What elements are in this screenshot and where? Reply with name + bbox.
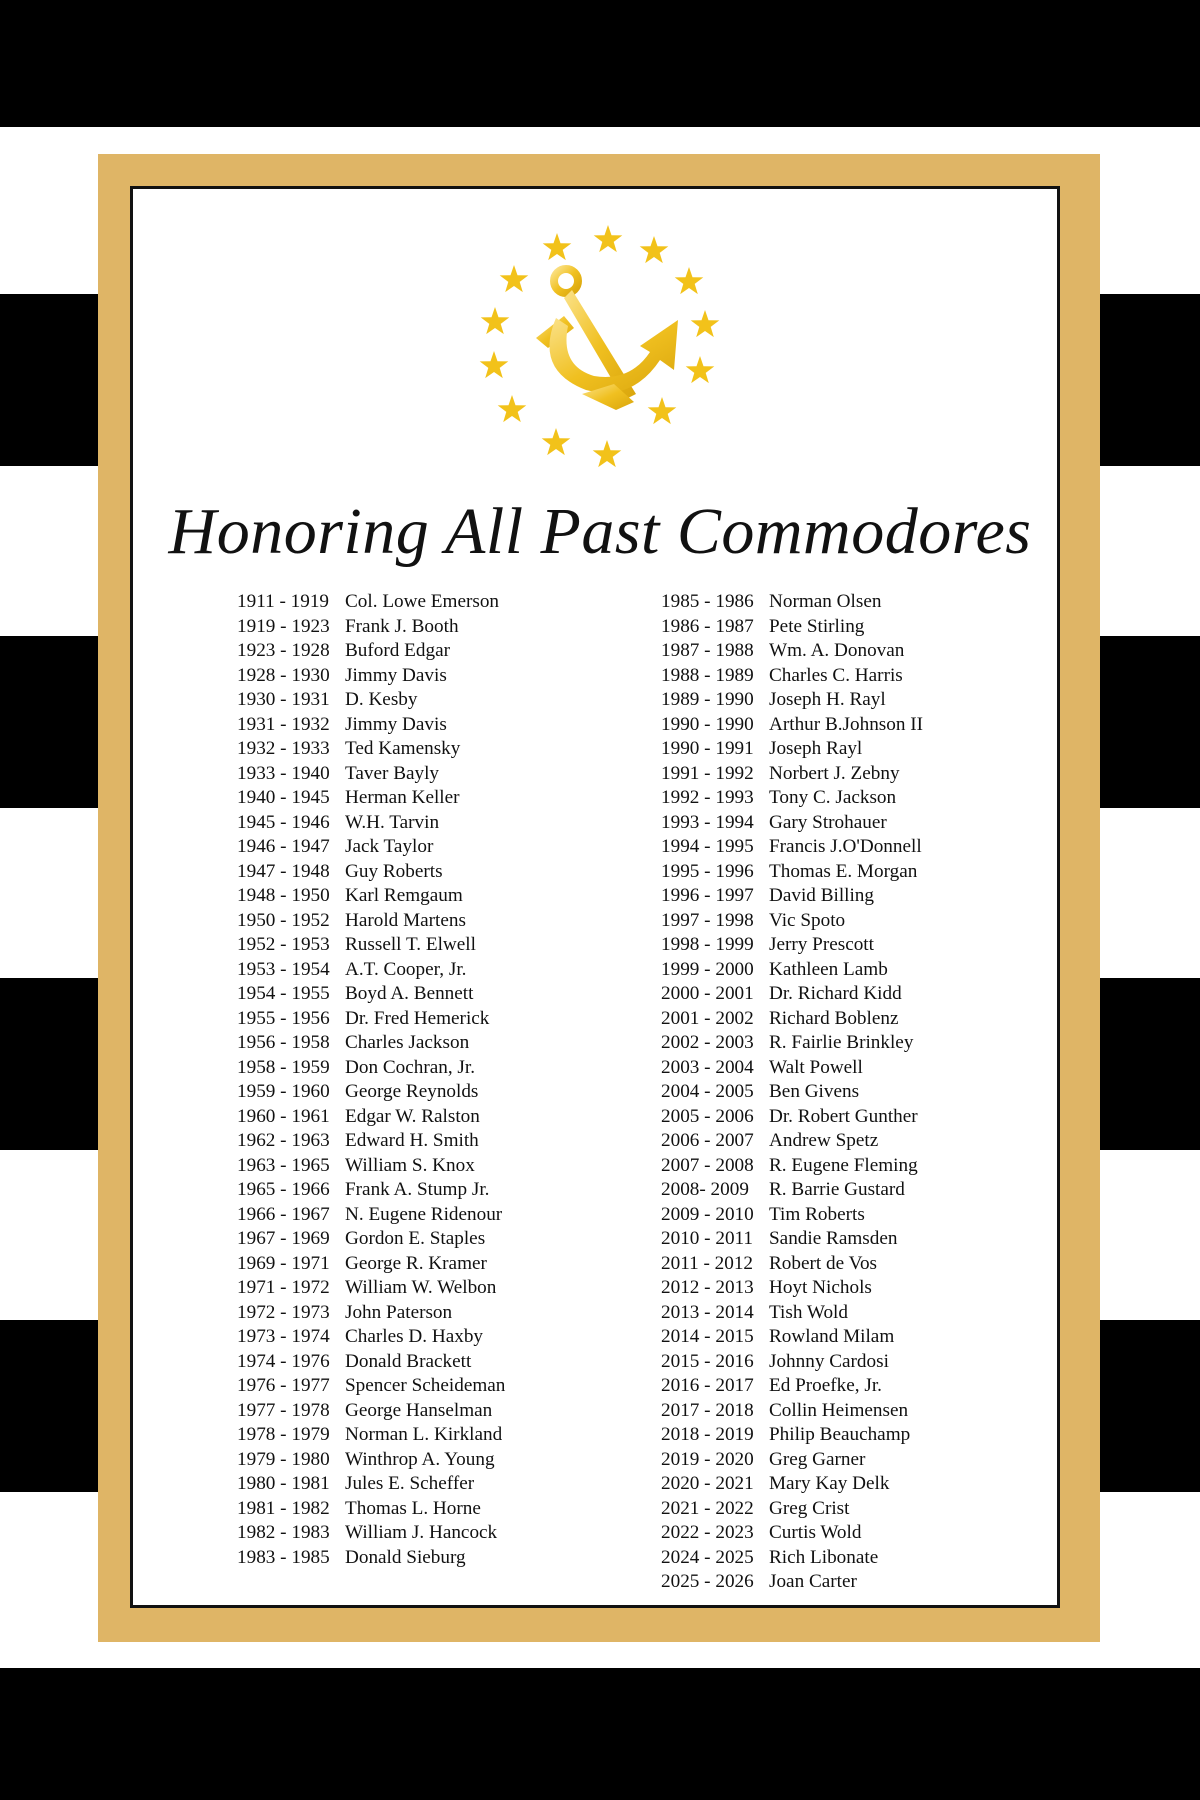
- commodore-name: William J. Hancock: [345, 1522, 498, 1543]
- commodore-years: 1959 - 1960: [237, 1081, 330, 1102]
- commodore-name: Tim Roberts: [769, 1203, 865, 1225]
- commodore-entry: [237, 909, 505, 934]
- commodore-name: William W. Welbon: [345, 1277, 497, 1298]
- commodore-name: Thomas L. Horne: [345, 1497, 481, 1519]
- commodore-entry: [237, 1399, 505, 1424]
- commodore-name: Herman Keller: [345, 787, 460, 808]
- commodore-entry: [237, 860, 505, 885]
- commodore-name: Jimmy Davis: [345, 664, 447, 686]
- commodore-name: Norbert J. Zebny: [769, 762, 900, 784]
- commodore-entry: [661, 762, 923, 787]
- commodore-entry: [661, 982, 923, 1007]
- commodore-years: 1928 - 1930: [237, 664, 330, 686]
- commodore-entry: [237, 1374, 505, 1399]
- commodore-name: Frank A. Stump Jr.: [345, 1179, 490, 1200]
- commodore-years: 2022 - 2023: [661, 1522, 754, 1543]
- commodore-entry: [661, 1080, 923, 1105]
- commodore-years: 1998 - 1999: [661, 934, 754, 955]
- commodore-name: Taver Bayly: [345, 762, 440, 784]
- commodore-name: N. Eugene Ridenour: [345, 1203, 503, 1225]
- commodore-years: 1994 - 1995: [661, 836, 754, 857]
- commodore-name: Rowland Milam: [769, 1326, 895, 1347]
- commodore-entry: [661, 958, 923, 983]
- commodore-years: 2012 - 2013: [661, 1277, 754, 1298]
- commodore-years: 1985 - 1986: [661, 591, 754, 612]
- commodore-name: Charles Jackson: [345, 1032, 470, 1053]
- commodore-entry: [237, 884, 505, 909]
- star-icon: [691, 310, 720, 337]
- commodore-name: Norman L. Kirkland: [345, 1424, 503, 1445]
- star-icon: [675, 267, 704, 294]
- commodore-name: Greg Crist: [769, 1497, 850, 1519]
- commodore-years: 1962 - 1963: [237, 1130, 330, 1151]
- commodore-years: 1974 - 1976: [237, 1350, 330, 1372]
- commodore-years: 1999 - 2000: [661, 958, 754, 980]
- commodore-entry: [237, 688, 505, 713]
- commodore-entry: [237, 1203, 505, 1228]
- commodore-entry: [237, 1007, 505, 1032]
- commodore-name: Norman Olsen: [769, 591, 882, 612]
- commodore-entry: [661, 933, 923, 958]
- star-icon: [648, 397, 677, 424]
- commodore-years: 1945 - 1946: [237, 811, 330, 833]
- commodore-name: George Hanselman: [345, 1399, 493, 1421]
- commodore-years: 1983 - 1985: [237, 1546, 330, 1568]
- commodore-years: 2002 - 2003: [661, 1032, 754, 1053]
- commodore-name: Charles C. Harris: [769, 664, 903, 686]
- commodore-entry: [237, 835, 505, 860]
- commodore-years: 1979 - 1980: [237, 1448, 330, 1470]
- commodore-entry: [237, 1080, 505, 1105]
- commodore-years: 1990 - 1991: [661, 738, 754, 759]
- commodore-entry: [661, 1154, 923, 1179]
- commodore-years: 2021 - 2022: [661, 1497, 754, 1519]
- commodore-years: 1969 - 1971: [237, 1252, 330, 1274]
- commodore-entry: [661, 1105, 923, 1130]
- commodore-name: Ed Proefke, Jr.: [769, 1375, 882, 1396]
- commodore-entry: [237, 786, 505, 811]
- commodore-entry: [661, 1007, 923, 1032]
- commodore-name: Dr. Richard Kidd: [769, 983, 902, 1004]
- commodore-name: Vic Spoto: [769, 909, 846, 931]
- commodore-name: Edward H. Smith: [345, 1130, 479, 1151]
- commodore-entry: [661, 1448, 923, 1473]
- commodore-entry: [661, 811, 923, 836]
- commodore-name: Arthur B.Johnson II: [769, 713, 924, 735]
- commodore-years: 1997 - 1998: [661, 909, 754, 931]
- commodore-entry: [237, 1178, 505, 1203]
- commodore-name: Dr. Fred Hemerick: [345, 1007, 490, 1029]
- commodore-years: 2014 - 2015: [661, 1326, 754, 1347]
- commodore-years: 2001 - 2002: [661, 1007, 754, 1029]
- commodore-name: Philip Beauchamp: [769, 1424, 911, 1445]
- commodore-years: 1950 - 1952: [237, 909, 330, 931]
- commodore-entry: [661, 688, 923, 713]
- star-icon: [543, 233, 572, 260]
- commodore-years: 2024 - 2025: [661, 1546, 754, 1568]
- commodore-entry: [237, 1448, 505, 1473]
- commodore-name: Spencer Scheideman: [345, 1375, 506, 1396]
- commodore-name: R. Fairlie Brinkley: [769, 1032, 914, 1053]
- commodore-years: 1952 - 1953: [237, 934, 330, 955]
- commodore-name: Joseph H. Rayl: [769, 689, 886, 710]
- commodore-years: 1919 - 1923: [237, 615, 330, 637]
- commodore-entry: [661, 835, 923, 860]
- commodore-entry: [237, 1031, 505, 1056]
- commodore-name: Col. Lowe Emerson: [345, 591, 500, 612]
- commodore-years: 1990 - 1990: [661, 713, 754, 735]
- commodore-name: Dr. Robert Gunther: [769, 1105, 918, 1127]
- commodore-name: Mary Kay Delk: [769, 1473, 890, 1494]
- commodore-years: 2011 - 2012: [661, 1252, 754, 1274]
- commodore-name: William S. Knox: [345, 1154, 475, 1176]
- commodore-name: Kathleen Lamb: [769, 958, 888, 980]
- commodore-entry: [661, 1374, 923, 1399]
- commodore-entry: [661, 1203, 923, 1228]
- star-icon: [481, 307, 510, 334]
- commodore-name: Ted Kamensky: [345, 738, 461, 759]
- commodore-list-left: [237, 590, 505, 1570]
- commodore-years: 1933 - 1940: [237, 762, 330, 784]
- commodore-years: 1995 - 1996: [661, 860, 754, 882]
- commodore-name: Pete Stirling: [769, 615, 865, 637]
- commodore-name: Don Cochran, Jr.: [345, 1056, 476, 1078]
- commodore-name: Richard Boblenz: [769, 1007, 899, 1029]
- commodore-entry: [237, 1105, 505, 1130]
- commodore-entry: [661, 1325, 923, 1350]
- commodore-years: 1956 - 1958: [237, 1032, 330, 1053]
- commodore-entry: [237, 737, 505, 762]
- commodore-name: Donald Sieburg: [345, 1546, 466, 1568]
- commodore-years: 2010 - 2011: [661, 1228, 754, 1249]
- commodore-name: Greg Garner: [769, 1448, 866, 1470]
- star-icon: [593, 440, 622, 467]
- commodore-name: Jules E. Scheffer: [345, 1473, 475, 1494]
- commodore-years: 1978 - 1979: [237, 1424, 330, 1445]
- commodore-name: Edgar W. Ralston: [345, 1105, 480, 1127]
- commodore-entry: [661, 1129, 923, 1154]
- star-icon: [594, 225, 623, 252]
- commodore-entry: [237, 933, 505, 958]
- commodore-name: Tony C. Jackson: [769, 787, 897, 808]
- commodore-name: W.H. Tarvin: [345, 811, 440, 833]
- commodore-years: 2025 - 2026: [661, 1571, 754, 1592]
- commodore-years: 1992 - 1993: [661, 787, 754, 808]
- commodore-entry: [661, 884, 923, 909]
- commodore-entry: [661, 639, 923, 664]
- commodore-list-right: [661, 590, 923, 1595]
- commodore-name: Joseph Rayl: [769, 738, 863, 759]
- commodore-entry: [237, 811, 505, 836]
- commodore-entry: [237, 1521, 505, 1546]
- commodore-entry: [661, 1276, 923, 1301]
- commodore-years: 1960 - 1961: [237, 1105, 330, 1127]
- commodore-years: 1966 - 1967: [237, 1203, 330, 1225]
- commodore-entry: [237, 1546, 505, 1571]
- commodore-entry: [237, 1056, 505, 1081]
- commodore-name: Hoyt Nichols: [769, 1277, 872, 1298]
- commodore-entry: [661, 1031, 923, 1056]
- commodore-years: 1923 - 1928: [237, 640, 330, 661]
- commodore-years: 1981 - 1982: [237, 1497, 330, 1519]
- commodore-entry: [237, 1423, 505, 1448]
- commodore-entry: [237, 1276, 505, 1301]
- commodore-name: Ben Givens: [769, 1081, 860, 1102]
- commodore-name: Charles D. Haxby: [345, 1326, 484, 1347]
- commodore-years: 2013 - 2014: [661, 1301, 754, 1323]
- commodore-years: 2016 - 2017: [661, 1375, 754, 1396]
- anchor-stars-emblem: [464, 210, 734, 480]
- commodore-years: 2009 - 2010: [661, 1203, 754, 1225]
- star-icon: [640, 236, 669, 263]
- commodore-name: Thomas E. Morgan: [769, 860, 918, 882]
- commodore-name: Karl Remgaum: [345, 885, 463, 906]
- commodore-years: 1947 - 1948: [237, 860, 330, 882]
- commodore-entry: [661, 1521, 923, 1546]
- commodore-years: 2003 - 2004: [661, 1056, 754, 1078]
- commodore-years: 1973 - 1974: [237, 1326, 330, 1347]
- commodore-entry: [661, 1252, 923, 1277]
- commodore-entry: [661, 1570, 923, 1595]
- commodore-entry: [661, 737, 923, 762]
- commodore-years: 1953 - 1954: [237, 958, 330, 980]
- commodore-name: Joan Carter: [769, 1571, 857, 1592]
- commodore-entry: [661, 615, 923, 640]
- commodore-name: Jimmy Davis: [345, 713, 447, 735]
- commodore-years: 1958 - 1959: [237, 1056, 330, 1078]
- commodore-years: 1976 - 1977: [237, 1375, 330, 1396]
- commodore-name: D. Kesby: [345, 689, 418, 710]
- commodore-years: 1988 - 1989: [661, 664, 754, 686]
- commodore-years: 1911 - 1919: [237, 591, 330, 612]
- anchor-icon: [536, 269, 678, 410]
- commodore-years: 1989 - 1990: [661, 689, 754, 710]
- commodore-entry: [237, 1227, 505, 1252]
- commodore-entry: [237, 1154, 505, 1179]
- commodore-years: 1993 - 1994: [661, 811, 754, 833]
- commodore-entry: [661, 1350, 923, 1375]
- commodore-years: 1986 - 1987: [661, 615, 754, 637]
- commodore-years: 2007 - 2008: [661, 1154, 754, 1176]
- commodore-name: Gordon E. Staples: [345, 1228, 486, 1249]
- commodore-entry: [237, 639, 505, 664]
- commodore-years: 1940 - 1945: [237, 787, 330, 808]
- commodore-years: 1980 - 1981: [237, 1473, 330, 1494]
- commodore-entry: [237, 1301, 505, 1326]
- commodore-entry: [661, 664, 923, 689]
- commodore-name: Jack Taylor: [345, 836, 434, 857]
- commodore-entry: [237, 1129, 505, 1154]
- commodore-years: 2015 - 2016: [661, 1350, 754, 1372]
- commodore-name: Boyd A. Bennett: [345, 983, 474, 1004]
- commodore-years: 1963 - 1965: [237, 1154, 330, 1176]
- commodore-years: 1987 - 1988: [661, 640, 754, 661]
- commodore-entry: [237, 982, 505, 1007]
- commodore-entry: [661, 1472, 923, 1497]
- commodore-entry: [237, 664, 505, 689]
- commodore-years: 1948 - 1950: [237, 885, 330, 906]
- commodore-years: 1946 - 1947: [237, 836, 330, 857]
- commodore-entry: [661, 1497, 923, 1522]
- commodore-years: 1932 - 1933: [237, 738, 330, 759]
- commodore-entry: [661, 1227, 923, 1252]
- commodore-years: 1996 - 1997: [661, 885, 754, 906]
- commodore-entry: [661, 860, 923, 885]
- star-icon: [498, 395, 527, 422]
- commodore-entry: [661, 1546, 923, 1571]
- page-title: Honoring All Past Commodores: [168, 495, 1032, 568]
- commodore-name: Wm. A. Donovan: [769, 640, 905, 661]
- background-stripe: [0, 1668, 1200, 1800]
- commodore-years: 2017 - 2018: [661, 1399, 754, 1421]
- commodore-entry: [661, 1399, 923, 1424]
- star-icon: [686, 356, 715, 383]
- commodore-entry: [237, 1252, 505, 1277]
- commodore-entry: [661, 1423, 923, 1448]
- commodore-name: Walt Powell: [769, 1056, 863, 1078]
- commodore-entry: [661, 786, 923, 811]
- commodore-name: Jerry Prescott: [769, 934, 874, 955]
- commodore-entry: [237, 762, 505, 787]
- commodore-name: A.T. Cooper, Jr.: [345, 958, 467, 980]
- commodore-entry: [237, 590, 505, 615]
- commodore-name: Russell T. Elwell: [345, 934, 476, 955]
- commodore-entry: [237, 1350, 505, 1375]
- star-icon: [542, 428, 571, 455]
- commodore-name: Frank J. Booth: [345, 615, 459, 637]
- commodore-years: 1955 - 1956: [237, 1007, 330, 1029]
- commodore-entry: [661, 1178, 923, 1203]
- commodore-name: Gary Strohauer: [769, 811, 887, 833]
- commodore-years: 1971 - 1972: [237, 1277, 330, 1298]
- commodore-name: Johnny Cardosi: [769, 1350, 889, 1372]
- commodore-years: 2005 - 2006: [661, 1105, 754, 1127]
- commodore-name: George Reynolds: [345, 1081, 479, 1102]
- commodore-entry: [661, 909, 923, 934]
- commodore-entry: [237, 1497, 505, 1522]
- commodore-entry: [661, 1056, 923, 1081]
- commodore-name: Sandie Ramsden: [769, 1228, 898, 1249]
- commodore-name: George R. Kramer: [345, 1252, 487, 1274]
- commodore-name: R. Barrie Gustard: [769, 1179, 905, 1200]
- commodore-name: Winthrop A. Young: [345, 1448, 495, 1470]
- commodore-name: Collin Heimensen: [769, 1399, 909, 1421]
- commodore-years: 2019 - 2020: [661, 1448, 754, 1470]
- commodore-years: 1977 - 1978: [237, 1399, 330, 1421]
- commodore-years: 1954 - 1955: [237, 983, 330, 1004]
- star-icon: [480, 351, 509, 378]
- background-stripe: [0, 0, 1200, 127]
- commodore-entry: [237, 1325, 505, 1350]
- commodore-years: 1991 - 1992: [661, 762, 754, 784]
- commodore-entry: [237, 615, 505, 640]
- commodore-years: 2000 - 2001: [661, 983, 754, 1004]
- commodore-name: Harold Martens: [345, 909, 466, 931]
- commodore-years: 1967 - 1969: [237, 1228, 330, 1249]
- commodore-entry: [237, 958, 505, 983]
- commodore-entry: [661, 590, 923, 615]
- commodore-years: 1965 - 1966: [237, 1179, 330, 1200]
- commodore-name: Andrew Spetz: [769, 1130, 879, 1151]
- commodore-name: David Billing: [769, 885, 874, 906]
- star-icon: [500, 265, 529, 292]
- commodore-name: Buford Edgar: [345, 640, 450, 661]
- commodore-entry: [661, 713, 923, 738]
- commodore-years: 2018 - 2019: [661, 1424, 754, 1445]
- commodore-years: 1930 - 1931: [237, 689, 330, 710]
- commodore-entry: [237, 713, 505, 738]
- commodore-entry: [661, 1301, 923, 1326]
- commodore-name: Tish Wold: [769, 1301, 848, 1323]
- commodore-name: Donald Brackett: [345, 1350, 472, 1372]
- commodore-name: Francis J.O'Donnell: [769, 836, 922, 857]
- commodore-name: Guy Roberts: [345, 860, 443, 882]
- commodore-name: Robert de Vos: [769, 1252, 878, 1274]
- commodore-name: R. Eugene Fleming: [769, 1154, 918, 1176]
- commodore-name: Curtis Wold: [769, 1522, 862, 1543]
- commodore-years: 2004 - 2005: [661, 1081, 754, 1102]
- commodore-years: 2020 - 2021: [661, 1473, 754, 1494]
- commodore-years: 1972 - 1973: [237, 1301, 330, 1323]
- commodore-years: 2006 - 2007: [661, 1130, 754, 1151]
- commodore-years: 2008- 2009: [661, 1179, 749, 1200]
- commodore-years: 1982 - 1983: [237, 1522, 330, 1543]
- commodore-years: 1931 - 1932: [237, 713, 330, 735]
- commodore-entry: [237, 1472, 505, 1497]
- commodore-name: John Paterson: [345, 1301, 453, 1323]
- commodore-name: Rich Libonate: [769, 1546, 879, 1568]
